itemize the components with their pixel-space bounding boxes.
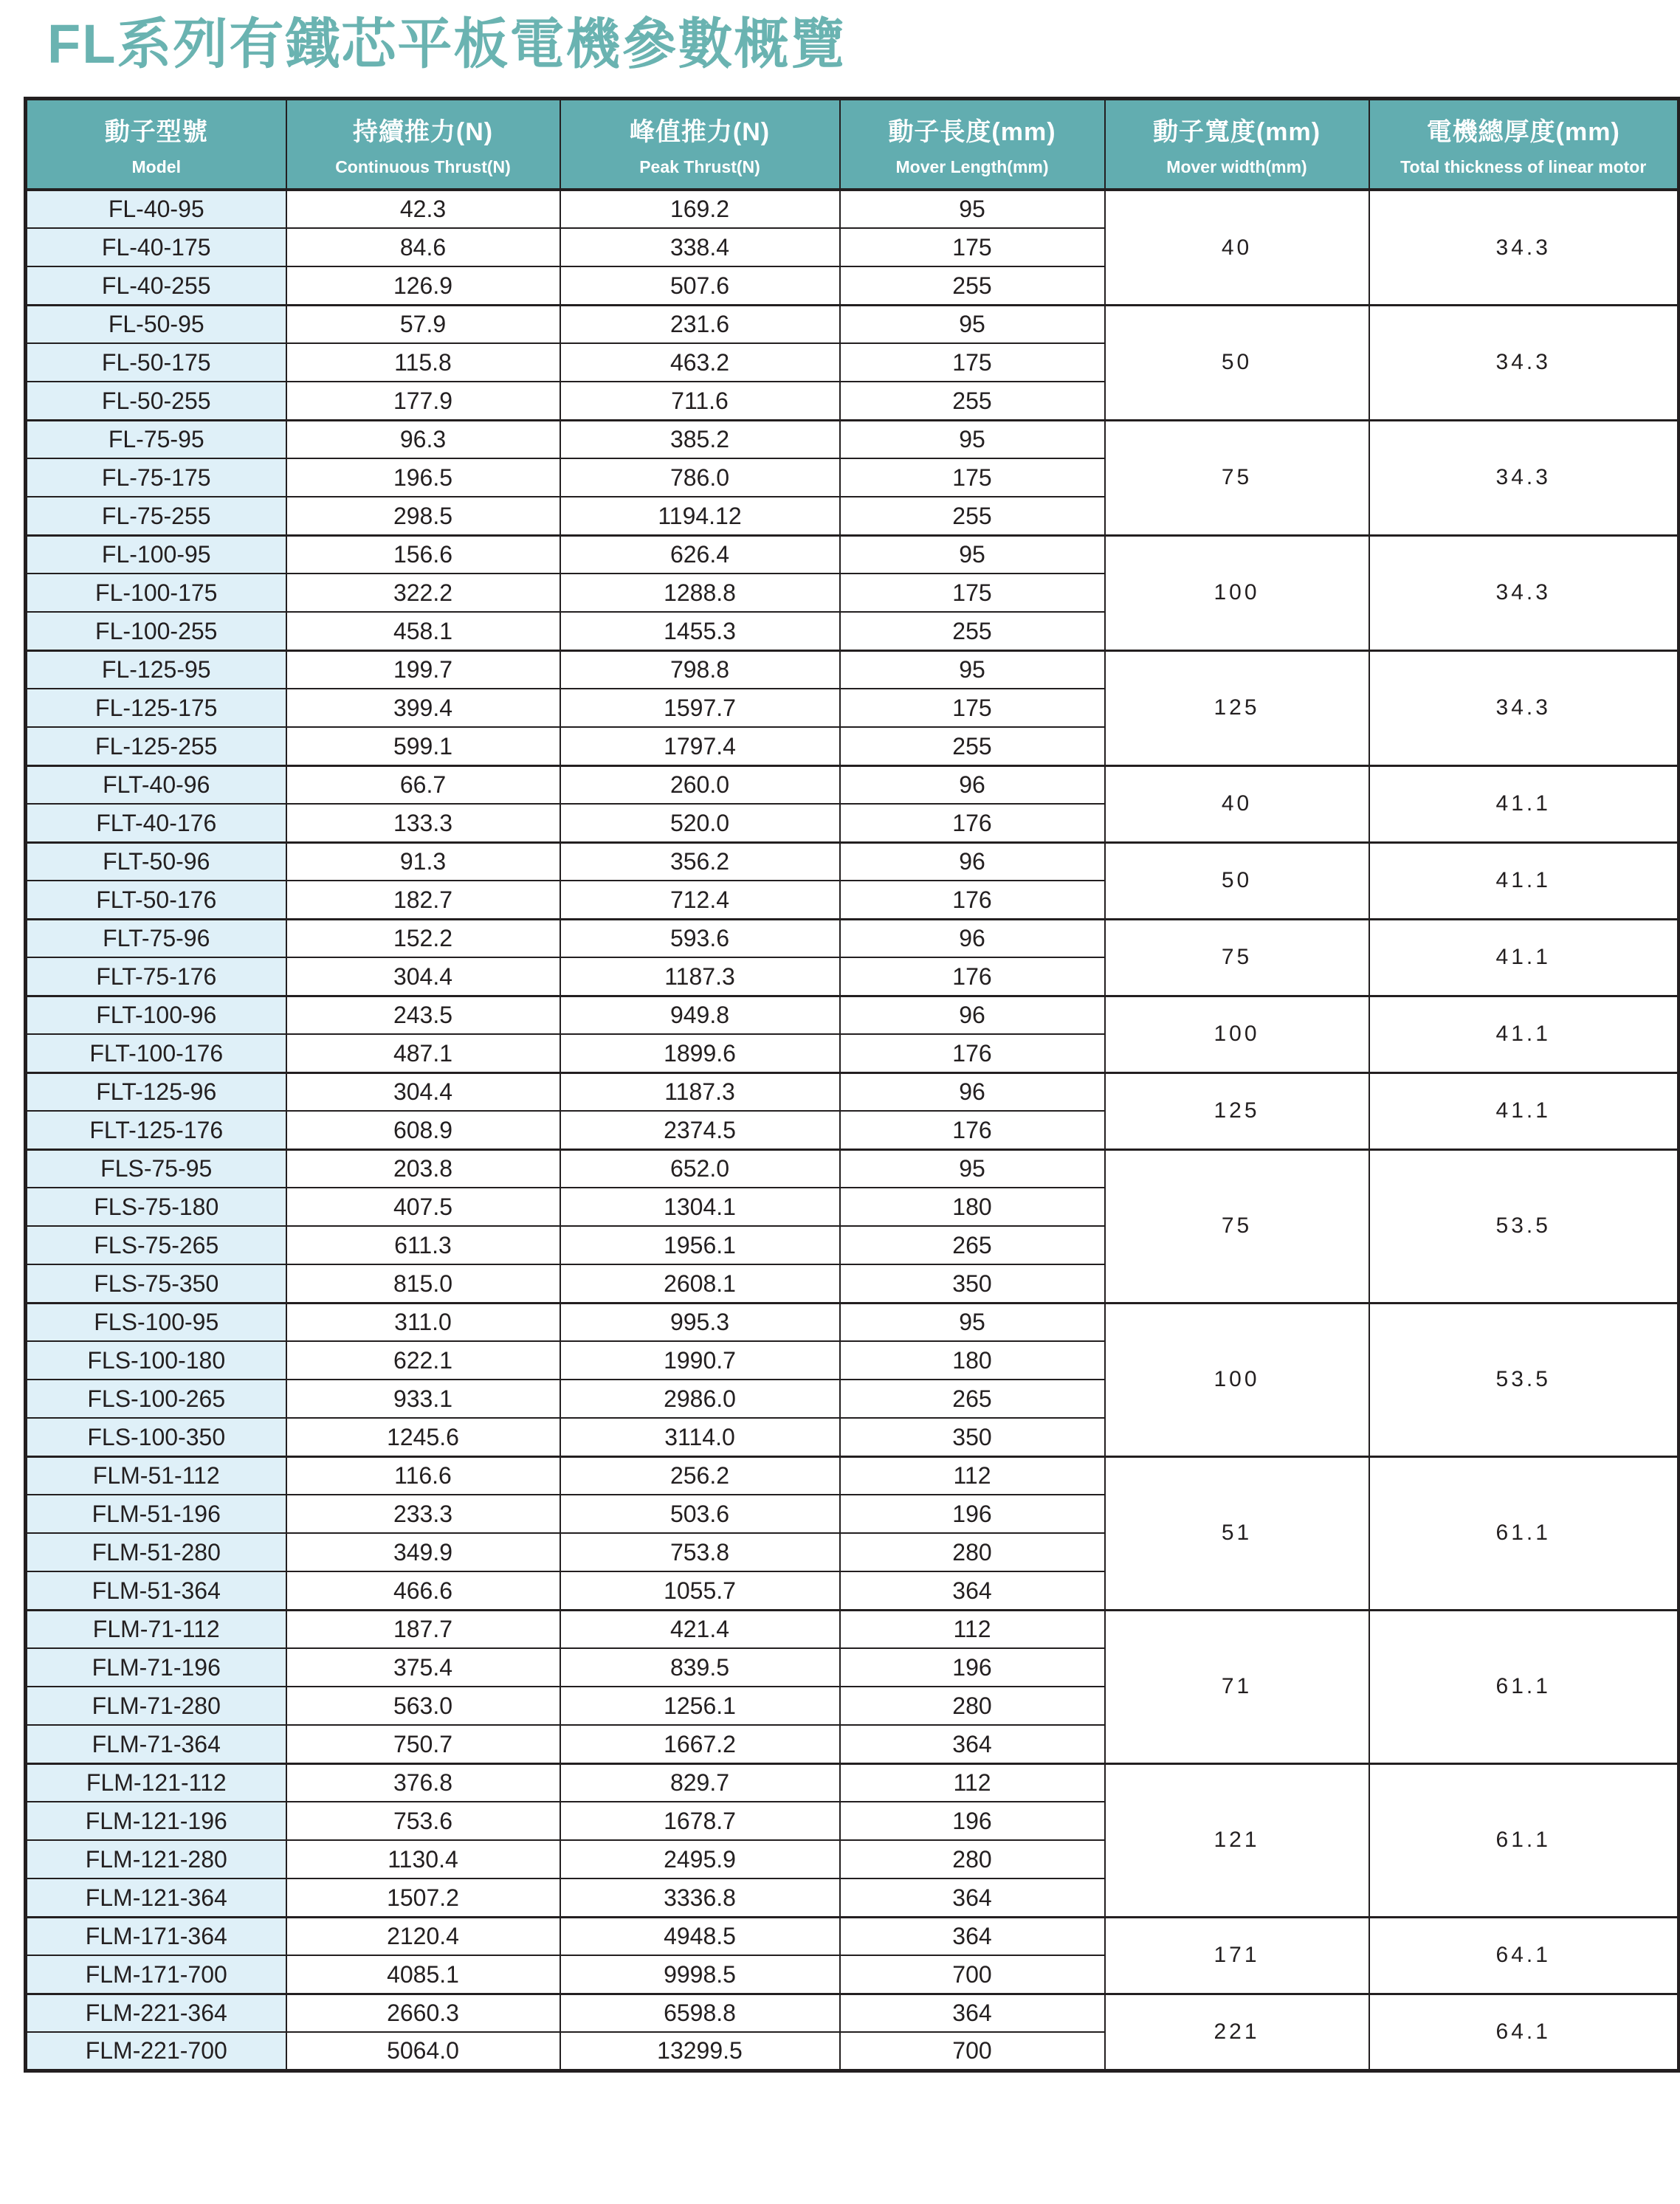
peak-thrust-cell: 1055.7 bbox=[560, 1571, 840, 1610]
continuous-thrust-cell: 622.1 bbox=[286, 1341, 560, 1380]
page-title: FL系列有鐵芯平板電機參數概覽 bbox=[47, 13, 847, 75]
mover-length-cell: 255 bbox=[840, 382, 1105, 420]
continuous-thrust-cell: 91.3 bbox=[286, 842, 560, 881]
model-cell: FL-125-255 bbox=[26, 727, 286, 765]
peak-thrust-cell: 839.5 bbox=[560, 1648, 840, 1687]
continuous-thrust-cell: 322.2 bbox=[286, 574, 560, 612]
model-cell: FLM-51-280 bbox=[26, 1533, 286, 1571]
peak-thrust-cell: 503.6 bbox=[560, 1495, 840, 1533]
peak-thrust-cell: 520.0 bbox=[560, 804, 840, 842]
peak-thrust-cell: 1194.12 bbox=[560, 497, 840, 535]
model-cell: FL-125-175 bbox=[26, 689, 286, 727]
col-header-continuous-thrust-en: Continuous Thrust(N) bbox=[335, 157, 511, 177]
model-cell: FLS-75-350 bbox=[26, 1264, 286, 1303]
continuous-thrust-cell: 2120.4 bbox=[286, 1917, 560, 1955]
col-header-peak-thrust bbox=[560, 98, 840, 190]
table-row bbox=[26, 1149, 1679, 1188]
mover-length-cell: 364 bbox=[840, 1917, 1105, 1955]
model-cell: FLM-221-364 bbox=[26, 1994, 286, 2032]
mover-width-cell: 40 bbox=[1105, 190, 1369, 305]
continuous-thrust-cell: 599.1 bbox=[286, 727, 560, 765]
table-row bbox=[26, 190, 1679, 228]
model-cell: FLM-221-700 bbox=[26, 2032, 286, 2070]
continuous-thrust-cell: 243.5 bbox=[286, 996, 560, 1034]
model-cell: FL-75-255 bbox=[26, 497, 286, 535]
peak-thrust-cell: 338.4 bbox=[560, 228, 840, 266]
mover-width-cell: 50 bbox=[1105, 842, 1369, 919]
mover-width-cell: 50 bbox=[1105, 305, 1369, 420]
peak-thrust-cell: 231.6 bbox=[560, 305, 840, 343]
total-thickness-cell: 53.5 bbox=[1369, 1303, 1679, 1456]
mover-length-cell: 96 bbox=[840, 996, 1105, 1034]
model-cell: FLT-75-96 bbox=[26, 919, 286, 957]
peak-thrust-cell: 1597.7 bbox=[560, 689, 840, 727]
continuous-thrust-cell: 126.9 bbox=[286, 266, 560, 305]
table-row bbox=[26, 996, 1679, 1034]
total-thickness-cell: 53.5 bbox=[1369, 1149, 1679, 1303]
model-cell: FL-40-95 bbox=[26, 190, 286, 228]
mover-length-cell: 95 bbox=[840, 1149, 1105, 1188]
model-cell: FLT-50-96 bbox=[26, 842, 286, 881]
total-thickness-cell: 64.1 bbox=[1369, 1994, 1679, 2070]
mover-width-cell: 100 bbox=[1105, 535, 1369, 650]
mover-width-cell: 51 bbox=[1105, 1456, 1369, 1610]
peak-thrust-cell: 1187.3 bbox=[560, 957, 840, 996]
total-thickness-cell: 64.1 bbox=[1369, 1917, 1679, 1994]
model-cell: FLM-71-280 bbox=[26, 1687, 286, 1725]
col-header-peak-thrust-en: Peak Thrust(N) bbox=[639, 157, 760, 177]
mover-length-cell: 176 bbox=[840, 804, 1105, 842]
continuous-thrust-cell: 42.3 bbox=[286, 190, 560, 228]
continuous-thrust-cell: 304.4 bbox=[286, 957, 560, 996]
table-row bbox=[26, 1610, 1679, 1648]
page bbox=[0, 12, 1680, 2204]
model-cell: FLT-75-176 bbox=[26, 957, 286, 996]
peak-thrust-cell: 1990.7 bbox=[560, 1341, 840, 1380]
col-header-model-zh: 動子型號 bbox=[104, 118, 208, 147]
model-cell: FL-100-175 bbox=[26, 574, 286, 612]
continuous-thrust-cell: 753.6 bbox=[286, 1802, 560, 1840]
mover-length-cell: 255 bbox=[840, 612, 1105, 650]
continuous-thrust-cell: 203.8 bbox=[286, 1149, 560, 1188]
model-cell: FLM-51-196 bbox=[26, 1495, 286, 1533]
model-cell: FLT-100-96 bbox=[26, 996, 286, 1034]
mover-length-cell: 700 bbox=[840, 2032, 1105, 2070]
continuous-thrust-cell: 4085.1 bbox=[286, 1955, 560, 1994]
model-cell: FLM-121-196 bbox=[26, 1802, 286, 1840]
mover-length-cell: 196 bbox=[840, 1495, 1105, 1533]
peak-thrust-cell: 1187.3 bbox=[560, 1072, 840, 1111]
model-cell: FLT-125-176 bbox=[26, 1111, 286, 1149]
peak-thrust-cell: 711.6 bbox=[560, 382, 840, 420]
continuous-thrust-cell: 66.7 bbox=[286, 765, 560, 804]
continuous-thrust-cell: 116.6 bbox=[286, 1456, 560, 1495]
model-cell: FLM-171-700 bbox=[26, 1955, 286, 1994]
continuous-thrust-cell: 133.3 bbox=[286, 804, 560, 842]
peak-thrust-cell: 2374.5 bbox=[560, 1111, 840, 1149]
continuous-thrust-cell: 376.8 bbox=[286, 1763, 560, 1802]
peak-thrust-cell: 995.3 bbox=[560, 1303, 840, 1341]
spec-table bbox=[24, 97, 1680, 2073]
model-cell: FLS-100-95 bbox=[26, 1303, 286, 1341]
mover-length-cell: 175 bbox=[840, 343, 1105, 382]
mover-length-cell: 175 bbox=[840, 574, 1105, 612]
model-cell: FLT-40-96 bbox=[26, 765, 286, 804]
col-header-mover-length-en: Mover Length(mm) bbox=[895, 157, 1049, 177]
peak-thrust-cell: 786.0 bbox=[560, 458, 840, 497]
mover-length-cell: 96 bbox=[840, 1072, 1105, 1111]
mover-length-cell: 112 bbox=[840, 1456, 1105, 1495]
table-row bbox=[26, 919, 1679, 957]
col-header-mover-width-zh: 動子寬度(mm) bbox=[1152, 118, 1321, 147]
continuous-thrust-cell: 349.9 bbox=[286, 1533, 560, 1571]
mover-length-cell: 95 bbox=[840, 305, 1105, 343]
model-cell: FLM-51-364 bbox=[26, 1571, 286, 1610]
model-cell: FLS-75-180 bbox=[26, 1188, 286, 1226]
mover-length-cell: 176 bbox=[840, 957, 1105, 996]
mover-length-cell: 96 bbox=[840, 919, 1105, 957]
mover-length-cell: 350 bbox=[840, 1264, 1105, 1303]
mover-length-cell: 95 bbox=[840, 1303, 1105, 1341]
mover-length-cell: 176 bbox=[840, 1034, 1105, 1072]
model-cell: FLM-121-280 bbox=[26, 1840, 286, 1878]
mover-length-cell: 95 bbox=[840, 650, 1105, 689]
col-header-model-en: Model bbox=[131, 157, 181, 177]
mover-width-cell: 221 bbox=[1105, 1994, 1369, 2070]
mover-length-cell: 176 bbox=[840, 1111, 1105, 1149]
continuous-thrust-cell: 5064.0 bbox=[286, 2032, 560, 2070]
continuous-thrust-cell: 115.8 bbox=[286, 343, 560, 382]
total-thickness-cell: 34.3 bbox=[1369, 420, 1679, 535]
mover-length-cell: 96 bbox=[840, 765, 1105, 804]
peak-thrust-cell: 712.4 bbox=[560, 881, 840, 919]
mover-length-cell: 180 bbox=[840, 1188, 1105, 1226]
model-cell: FLM-71-364 bbox=[26, 1725, 286, 1763]
continuous-thrust-cell: 187.7 bbox=[286, 1610, 560, 1648]
peak-thrust-cell: 385.2 bbox=[560, 420, 840, 458]
continuous-thrust-cell: 298.5 bbox=[286, 497, 560, 535]
continuous-thrust-cell: 933.1 bbox=[286, 1380, 560, 1418]
continuous-thrust-cell: 399.4 bbox=[286, 689, 560, 727]
mover-width-cell: 40 bbox=[1105, 765, 1369, 842]
continuous-thrust-cell: 196.5 bbox=[286, 458, 560, 497]
peak-thrust-cell: 798.8 bbox=[560, 650, 840, 689]
model-cell: FLM-51-112 bbox=[26, 1456, 286, 1495]
continuous-thrust-cell: 407.5 bbox=[286, 1188, 560, 1226]
mover-length-cell: 364 bbox=[840, 1725, 1105, 1763]
continuous-thrust-cell: 57.9 bbox=[286, 305, 560, 343]
peak-thrust-cell: 169.2 bbox=[560, 190, 840, 228]
continuous-thrust-cell: 563.0 bbox=[286, 1687, 560, 1725]
peak-thrust-cell: 260.0 bbox=[560, 765, 840, 804]
model-cell: FL-40-255 bbox=[26, 266, 286, 305]
peak-thrust-cell: 1956.1 bbox=[560, 1226, 840, 1264]
mover-width-cell: 100 bbox=[1105, 1303, 1369, 1456]
continuous-thrust-cell: 2660.3 bbox=[286, 1994, 560, 2032]
mover-length-cell: 280 bbox=[840, 1533, 1105, 1571]
col-header-model bbox=[26, 98, 286, 190]
mover-length-cell: 95 bbox=[840, 420, 1105, 458]
peak-thrust-cell: 949.8 bbox=[560, 996, 840, 1034]
mover-length-cell: 255 bbox=[840, 266, 1105, 305]
continuous-thrust-cell: 156.6 bbox=[286, 535, 560, 574]
mover-length-cell: 95 bbox=[840, 535, 1105, 574]
table-header-row bbox=[26, 98, 1679, 190]
model-cell: FLM-171-364 bbox=[26, 1917, 286, 1955]
mover-length-cell: 112 bbox=[840, 1763, 1105, 1802]
mover-length-cell: 175 bbox=[840, 458, 1105, 497]
model-cell: FLT-50-176 bbox=[26, 881, 286, 919]
continuous-thrust-cell: 611.3 bbox=[286, 1226, 560, 1264]
mover-length-cell: 255 bbox=[840, 497, 1105, 535]
peak-thrust-cell: 2986.0 bbox=[560, 1380, 840, 1418]
model-cell: FLS-75-265 bbox=[26, 1226, 286, 1264]
continuous-thrust-cell: 152.2 bbox=[286, 919, 560, 957]
continuous-thrust-cell: 233.3 bbox=[286, 1495, 560, 1533]
table-row bbox=[26, 420, 1679, 458]
total-thickness-cell: 61.1 bbox=[1369, 1456, 1679, 1610]
mover-length-cell: 265 bbox=[840, 1226, 1105, 1264]
peak-thrust-cell: 463.2 bbox=[560, 343, 840, 382]
total-thickness-cell: 34.3 bbox=[1369, 305, 1679, 420]
peak-thrust-cell: 1288.8 bbox=[560, 574, 840, 612]
mover-length-cell: 255 bbox=[840, 727, 1105, 765]
total-thickness-cell: 41.1 bbox=[1369, 842, 1679, 919]
mover-length-cell: 112 bbox=[840, 1610, 1105, 1648]
total-thickness-cell: 41.1 bbox=[1369, 996, 1679, 1072]
total-thickness-cell: 34.3 bbox=[1369, 535, 1679, 650]
col-header-peak-thrust-zh: 峰值推力(N) bbox=[629, 118, 771, 147]
total-thickness-cell: 34.3 bbox=[1369, 190, 1679, 305]
mover-width-cell: 71 bbox=[1105, 1610, 1369, 1763]
table-row bbox=[26, 305, 1679, 343]
table-row bbox=[26, 1456, 1679, 1495]
mover-width-cell: 75 bbox=[1105, 1149, 1369, 1303]
model-cell: FL-50-255 bbox=[26, 382, 286, 420]
model-cell: FL-100-255 bbox=[26, 612, 286, 650]
col-header-mover-width bbox=[1105, 98, 1369, 190]
table-body bbox=[26, 190, 1679, 2070]
table-row bbox=[26, 842, 1679, 881]
mover-length-cell: 95 bbox=[840, 190, 1105, 228]
table-row bbox=[26, 1303, 1679, 1341]
mover-length-cell: 364 bbox=[840, 1994, 1105, 2032]
continuous-thrust-cell: 487.1 bbox=[286, 1034, 560, 1072]
mover-length-cell: 176 bbox=[840, 881, 1105, 919]
model-cell: FLM-121-112 bbox=[26, 1763, 286, 1802]
total-thickness-cell: 41.1 bbox=[1369, 765, 1679, 842]
col-header-continuous-thrust bbox=[286, 98, 560, 190]
continuous-thrust-cell: 466.6 bbox=[286, 1571, 560, 1610]
mover-length-cell: 180 bbox=[840, 1341, 1105, 1380]
model-cell: FLS-100-265 bbox=[26, 1380, 286, 1418]
continuous-thrust-cell: 311.0 bbox=[286, 1303, 560, 1341]
continuous-thrust-cell: 304.4 bbox=[286, 1072, 560, 1111]
total-thickness-cell: 34.3 bbox=[1369, 650, 1679, 765]
model-cell: FLS-100-350 bbox=[26, 1418, 286, 1456]
model-cell: FL-50-175 bbox=[26, 343, 286, 382]
peak-thrust-cell: 6598.8 bbox=[560, 1994, 840, 2032]
peak-thrust-cell: 593.6 bbox=[560, 919, 840, 957]
total-thickness-cell: 61.1 bbox=[1369, 1763, 1679, 1917]
model-cell: FLT-40-176 bbox=[26, 804, 286, 842]
col-header-total-thickness bbox=[1369, 98, 1679, 190]
continuous-thrust-cell: 199.7 bbox=[286, 650, 560, 689]
continuous-thrust-cell: 815.0 bbox=[286, 1264, 560, 1303]
model-cell: FL-40-175 bbox=[26, 228, 286, 266]
peak-thrust-cell: 652.0 bbox=[560, 1149, 840, 1188]
col-header-mover-length bbox=[840, 98, 1105, 190]
mover-length-cell: 280 bbox=[840, 1687, 1105, 1725]
peak-thrust-cell: 1304.1 bbox=[560, 1188, 840, 1226]
mover-length-cell: 700 bbox=[840, 1955, 1105, 1994]
col-header-total-thickness-zh: 電機總厚度(mm) bbox=[1426, 118, 1620, 147]
mover-length-cell: 196 bbox=[840, 1648, 1105, 1687]
continuous-thrust-cell: 1130.4 bbox=[286, 1840, 560, 1878]
model-cell: FL-75-95 bbox=[26, 420, 286, 458]
peak-thrust-cell: 9998.5 bbox=[560, 1955, 840, 1994]
continuous-thrust-cell: 84.6 bbox=[286, 228, 560, 266]
continuous-thrust-cell: 1245.6 bbox=[286, 1418, 560, 1456]
model-cell: FLM-71-112 bbox=[26, 1610, 286, 1648]
col-header-mover-width-en: Mover width(mm) bbox=[1166, 157, 1307, 177]
mover-width-cell: 121 bbox=[1105, 1763, 1369, 1917]
table-row bbox=[26, 1917, 1679, 1955]
peak-thrust-cell: 507.6 bbox=[560, 266, 840, 305]
mover-width-cell: 100 bbox=[1105, 996, 1369, 1072]
col-header-continuous-thrust-zh: 持續推力(N) bbox=[352, 118, 494, 147]
mover-length-cell: 96 bbox=[840, 842, 1105, 881]
mover-width-cell: 75 bbox=[1105, 420, 1369, 535]
table-row bbox=[26, 650, 1679, 689]
mover-width-cell: 125 bbox=[1105, 650, 1369, 765]
continuous-thrust-cell: 96.3 bbox=[286, 420, 560, 458]
col-header-mover-length-zh: 動子長度(mm) bbox=[888, 118, 1056, 147]
peak-thrust-cell: 1899.6 bbox=[560, 1034, 840, 1072]
peak-thrust-cell: 829.7 bbox=[560, 1763, 840, 1802]
table-row bbox=[26, 1072, 1679, 1111]
total-thickness-cell: 41.1 bbox=[1369, 919, 1679, 996]
total-thickness-cell: 61.1 bbox=[1369, 1610, 1679, 1763]
mover-length-cell: 196 bbox=[840, 1802, 1105, 1840]
peak-thrust-cell: 1667.2 bbox=[560, 1725, 840, 1763]
table-row bbox=[26, 765, 1679, 804]
mover-width-cell: 171 bbox=[1105, 1917, 1369, 1994]
mover-length-cell: 350 bbox=[840, 1418, 1105, 1456]
peak-thrust-cell: 4948.5 bbox=[560, 1917, 840, 1955]
peak-thrust-cell: 256.2 bbox=[560, 1456, 840, 1495]
model-cell: FLS-75-95 bbox=[26, 1149, 286, 1188]
col-header-total-thickness-en: Total thickness of linear motor bbox=[1400, 157, 1647, 177]
continuous-thrust-cell: 458.1 bbox=[286, 612, 560, 650]
model-cell: FL-75-175 bbox=[26, 458, 286, 497]
model-cell: FLT-100-176 bbox=[26, 1034, 286, 1072]
mover-length-cell: 280 bbox=[840, 1840, 1105, 1878]
model-cell: FLT-125-96 bbox=[26, 1072, 286, 1111]
peak-thrust-cell: 2495.9 bbox=[560, 1840, 840, 1878]
peak-thrust-cell: 13299.5 bbox=[560, 2032, 840, 2070]
mover-length-cell: 265 bbox=[840, 1380, 1105, 1418]
peak-thrust-cell: 2608.1 bbox=[560, 1264, 840, 1303]
mover-length-cell: 175 bbox=[840, 228, 1105, 266]
continuous-thrust-cell: 177.9 bbox=[286, 382, 560, 420]
model-cell: FL-50-95 bbox=[26, 305, 286, 343]
peak-thrust-cell: 421.4 bbox=[560, 1610, 840, 1648]
continuous-thrust-cell: 375.4 bbox=[286, 1648, 560, 1687]
peak-thrust-cell: 3336.8 bbox=[560, 1878, 840, 1917]
peak-thrust-cell: 356.2 bbox=[560, 842, 840, 881]
table-row bbox=[26, 1763, 1679, 1802]
model-cell: FLM-71-196 bbox=[26, 1648, 286, 1687]
peak-thrust-cell: 626.4 bbox=[560, 535, 840, 574]
mover-length-cell: 175 bbox=[840, 689, 1105, 727]
peak-thrust-cell: 1256.1 bbox=[560, 1687, 840, 1725]
table-row bbox=[26, 1994, 1679, 2032]
mover-width-cell: 125 bbox=[1105, 1072, 1369, 1149]
model-cell: FLM-121-364 bbox=[26, 1878, 286, 1917]
peak-thrust-cell: 1678.7 bbox=[560, 1802, 840, 1840]
continuous-thrust-cell: 1507.2 bbox=[286, 1878, 560, 1917]
mover-length-cell: 364 bbox=[840, 1571, 1105, 1610]
total-thickness-cell: 41.1 bbox=[1369, 1072, 1679, 1149]
peak-thrust-cell: 753.8 bbox=[560, 1533, 840, 1571]
mover-width-cell: 75 bbox=[1105, 919, 1369, 996]
peak-thrust-cell: 1797.4 bbox=[560, 727, 840, 765]
mover-length-cell: 364 bbox=[840, 1878, 1105, 1917]
continuous-thrust-cell: 750.7 bbox=[286, 1725, 560, 1763]
table-row bbox=[26, 535, 1679, 574]
model-cell: FLS-100-180 bbox=[26, 1341, 286, 1380]
peak-thrust-cell: 1455.3 bbox=[560, 612, 840, 650]
continuous-thrust-cell: 182.7 bbox=[286, 881, 560, 919]
model-cell: FL-125-95 bbox=[26, 650, 286, 689]
continuous-thrust-cell: 608.9 bbox=[286, 1111, 560, 1149]
model-cell: FL-100-95 bbox=[26, 535, 286, 574]
peak-thrust-cell: 3114.0 bbox=[560, 1418, 840, 1456]
